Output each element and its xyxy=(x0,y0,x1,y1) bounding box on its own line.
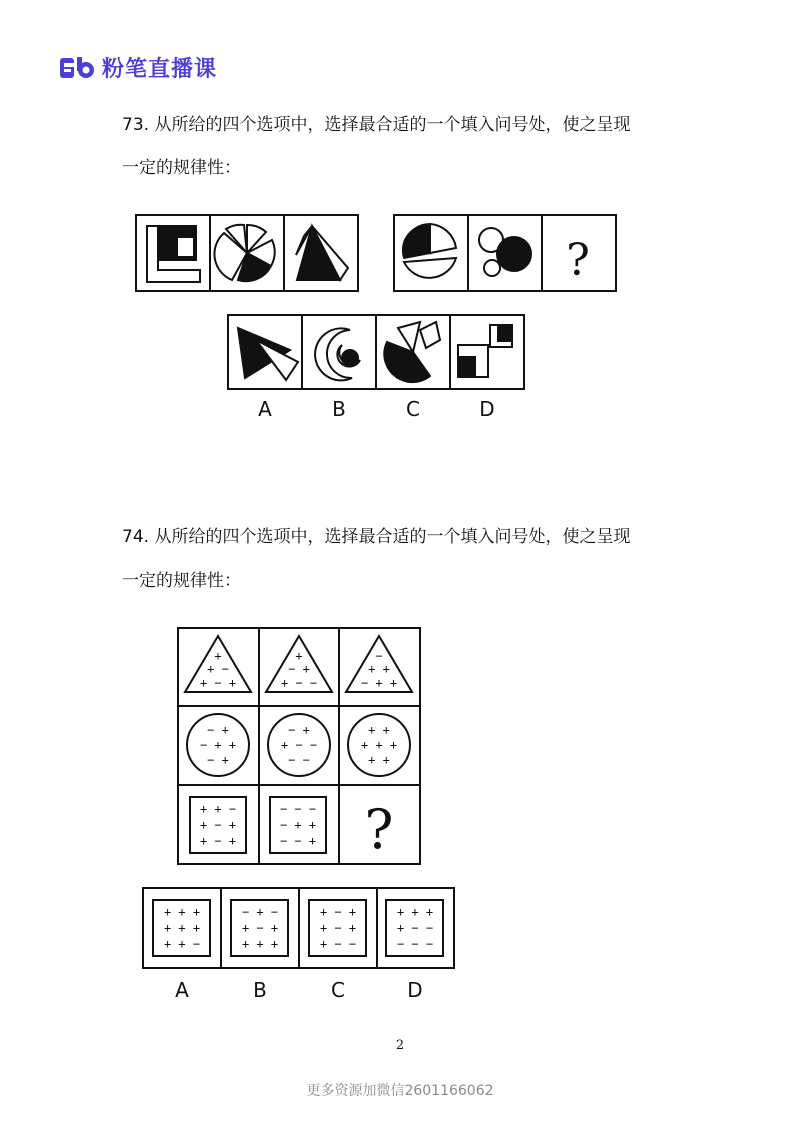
q74-prompt-line1: 74. 从所给的四个选项中，选择最合适的一个填入问号处，使之呈现 xyxy=(122,527,631,547)
q74-circle-2 xyxy=(268,714,330,776)
q74-r3c2-line1: − − − xyxy=(279,802,317,816)
q74-opt-a-line1: + + + xyxy=(163,905,201,919)
q74-opt-c-line3: + − − xyxy=(319,937,357,951)
q73-option-b-label: B xyxy=(332,397,346,421)
q74-opt-b-line1: − + − xyxy=(241,905,279,919)
q74-triangle-2 xyxy=(266,636,332,692)
q74-r2c3-line2: + + + xyxy=(360,738,398,752)
q74-r3c2-line2: − + + xyxy=(279,818,317,832)
q74-option-b-square xyxy=(231,900,288,956)
q74-opt-a-line3: + + − xyxy=(163,937,201,951)
page-number: 2 xyxy=(395,1038,405,1053)
q74-option-a-label: A xyxy=(175,978,189,1002)
q74-r2c3-line3: + + xyxy=(368,753,390,767)
q74-r1c2-line3: + − − xyxy=(280,676,318,690)
q74-r2c1-line2: − + + xyxy=(199,738,237,752)
q74-grid-frame xyxy=(178,628,420,864)
brand-logo xyxy=(60,52,217,83)
q74-circle-3 xyxy=(348,714,410,776)
q74-r3c1-line2: + − + xyxy=(199,818,237,832)
q74-r2c1-line3: − + xyxy=(207,753,229,767)
q73-question-mark: ? xyxy=(566,235,590,286)
q74-r1c1-line1: + xyxy=(214,649,222,663)
q74-r2c2-line1: − + xyxy=(288,723,310,737)
fenbi-logo-icon xyxy=(60,55,96,81)
q74-r1c1-line3: + − + xyxy=(199,676,237,690)
q73-prompt-line2: 一定的规律性： xyxy=(122,158,241,178)
q73-sequence-group-2 xyxy=(394,215,616,291)
q73-sequence-group-1 xyxy=(136,215,358,291)
q74-question-mark: ? xyxy=(364,798,394,861)
q73-option-a-label: A xyxy=(258,397,272,421)
q73-option-d-label: D xyxy=(479,397,495,421)
footer-note: 更多资源加微信2601166062 xyxy=(306,1083,494,1099)
q74-r2c2-line2: + − − xyxy=(280,738,318,752)
q74-opt-c-line1: + − + xyxy=(319,905,357,919)
q74-option-c-square xyxy=(309,900,366,956)
q73-prompt-line1: 73. 从所给的四个选项中，选择最合适的一个填入问号处，使之呈现 xyxy=(122,115,631,135)
q73-group2-frame xyxy=(394,215,616,291)
q74-r3c1-line3: + − + xyxy=(199,834,237,848)
q74-square-1 xyxy=(190,797,246,853)
q74-options-frame xyxy=(143,888,454,968)
brand-name: 粉笔直播课 xyxy=(102,57,218,82)
q74-opt-d-line2: + − − xyxy=(396,921,434,935)
q73-option-a-figure xyxy=(238,328,298,380)
q74-r1c3-line1: − xyxy=(375,649,383,663)
q74-r2c1-line1: − + xyxy=(207,723,229,737)
q74-r2c2-line3: − − xyxy=(288,753,310,767)
q73-cell-1 xyxy=(147,226,200,282)
q74-option-d-square xyxy=(386,900,443,956)
q74-option-c-label: C xyxy=(331,978,345,1002)
q74-opt-d-line3: − − − xyxy=(396,937,434,951)
q74-opt-a-line2: + + + xyxy=(163,921,201,935)
q74-triangle-1 xyxy=(185,636,251,692)
q73-cell-5 xyxy=(479,228,531,276)
q74-opt-b-line3: + + + xyxy=(241,937,279,951)
q74-r1c2-line1: + xyxy=(295,649,303,663)
q73-option-c-label: C xyxy=(406,397,420,421)
q74-opt-d-line1: + + + xyxy=(396,905,434,919)
q74-r1c1-line2: + − xyxy=(207,662,229,676)
q73-group1-frame xyxy=(136,215,358,291)
q74-option-b-label: B xyxy=(253,978,267,1002)
q74-prompt-line2: 一定的规律性： xyxy=(122,571,241,591)
q74-r3c1-line1: + + − xyxy=(199,802,237,816)
q74-circle-1 xyxy=(187,714,249,776)
q74-triangle-3 xyxy=(346,636,412,692)
q73-cell-2 xyxy=(214,225,274,281)
q74-r1c3-line3: − + + xyxy=(360,676,398,690)
q74-r1c3-line2: + + xyxy=(368,662,390,676)
q73-option-c-figure xyxy=(384,322,440,382)
q74-option-a-square xyxy=(153,900,210,956)
q74-opt-c-line2: + − + xyxy=(319,921,357,935)
q74-opt-b-line2: + − + xyxy=(241,921,279,935)
q74-square-2 xyxy=(270,797,326,853)
q73-cell-3 xyxy=(296,226,348,280)
q74-r2c3-line1: + + xyxy=(368,723,390,737)
q74-option-d-label: D xyxy=(407,978,423,1002)
q73-option-b-figure xyxy=(315,328,360,380)
q73-options-frame xyxy=(228,315,524,389)
q73-option-d-figure xyxy=(458,325,512,377)
q74-r1c2-line2: − + xyxy=(288,662,310,676)
q73-cell-4 xyxy=(403,224,456,278)
q74-r3c2-line3: − − + xyxy=(279,834,317,848)
